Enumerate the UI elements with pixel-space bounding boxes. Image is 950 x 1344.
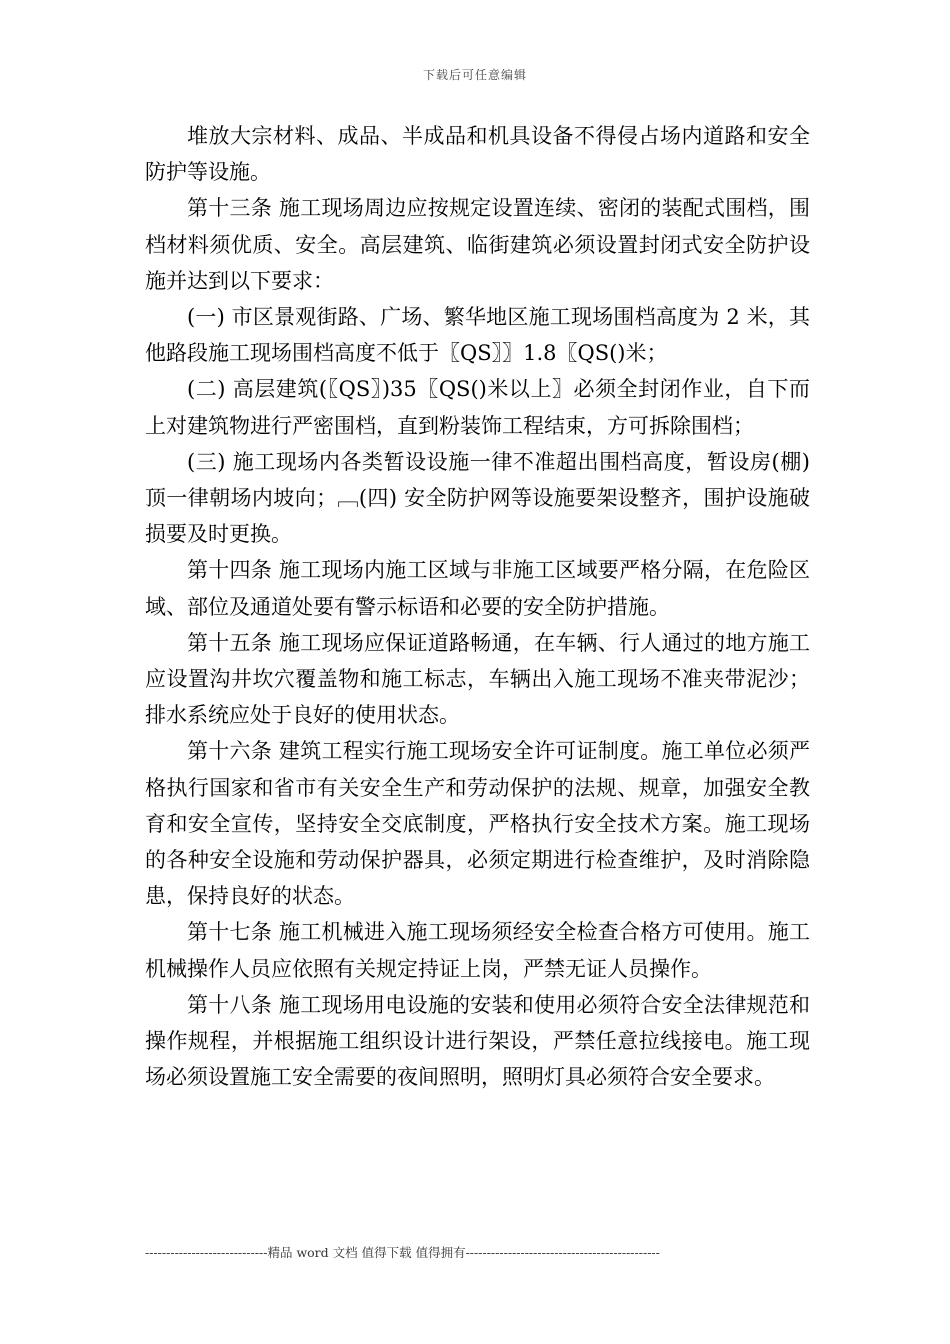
paragraph-article-18: 第十八条 施工现场用电设施的安装和使用必须符合安全法律规范和操作规程，并根据施工组织设计进行架设，严禁任意拉线接电。施工现场必须设置施工安全需要的夜间照明，照明灯具必须符合安全要求。: [145, 992, 810, 1090]
paragraph-item-3: (三) 施工现场内各类暂设设施一律不准超出围档高度，暂设房(棚)顶一律朝场内坡向；﹇(四) 安全防护网等设施要架设整齐，围护设施破损要及时更换。: [145, 449, 810, 547]
paragraph-article-17: 第十七条 施工机械进入施工现场须经安全检查合格方可使用。施工机械操作人员应依照有关规定持证上岗，严禁无证人员操作。: [145, 920, 810, 981]
paragraph-article-13: 第十三条 施工现场周边应按规定设置连续、密闭的装配式围档，围档材料须优质、安全。高层建筑、临街建筑必须设置封闭式安全防护设施并达到以下要求：: [145, 196, 810, 293]
paragraph-1: 堆放大宗材料、成品、半成品和机具设备不得侵占场内道路和安全防护等设施。: [145, 124, 810, 185]
paragraph-article-14: 第十四条 施工现场内施工区域与非施工区域要严格分隔，在危险区域、部位及通道处要有警示标语和必要的安全防护措施。: [145, 558, 810, 619]
page-header: 下载后可任意编辑: [422, 68, 527, 82]
paragraph-item-1: (一) 市区景观街路、广场、繁华地区施工现场围档高度为 2 米，其他路段施工现场围档高度不低于〖QS〗〗1.8〖QS()米；: [145, 305, 810, 366]
paragraph-item-2: (二) 高层建筑(〖QS〗)35〖QS()米以上〗必须全封闭作业，自下而上对建筑物进行严密围档，直到粉装饰工程结束，方可拆除围档；: [145, 377, 810, 438]
paragraph-article-15: 第十五条 施工现场应保证道路畅通，在车辆、行人通过的地方施工应设置沟井坎穴覆盖物和施工标志，车辆出入施工现场不准夹带泥沙；排水系统应处于良好的使用状态。: [145, 630, 810, 728]
paragraph-article-16: 第十六条 建筑工程实行施工现场安全许可证制度。施工单位必须严格执行国家和省市有关安全生产和劳动保护的法规、规章，加强安全教育和安全宣传，坚持安全交底制度，严格执行安全技术方案。施工现场的各种安全设施和劳动保护器具，必须定期进行检查维护，及时消除隐患，保持良好的状态。: [145, 739, 810, 909]
document-body: [145, 118, 810, 1095]
page-footer: -----------------------------精品 word 文档 值得下载 值得拥有----------------------------------------------: [145, 1245, 660, 1260]
